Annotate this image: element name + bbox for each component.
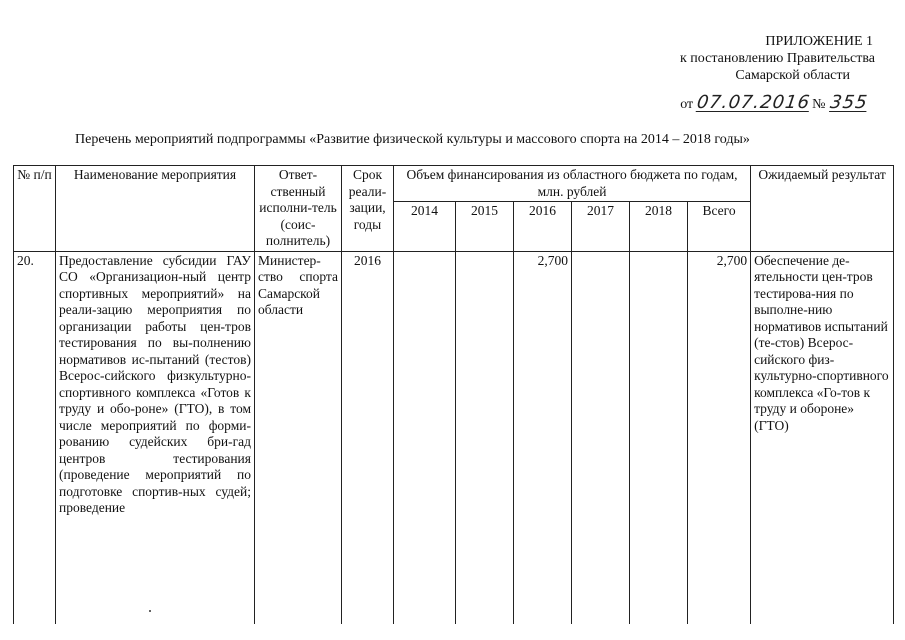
header-year-2016: 2016 bbox=[514, 202, 572, 252]
row-executor: Министер-ство спорта Самарской области bbox=[255, 251, 342, 624]
header-term: Срок реали-зации, годы bbox=[342, 166, 394, 252]
row-result: Обеспечение де-ятельности цен-тров тестирова-ния по выполне-нию нормативов испытаний (те-стов) Всерос-сийского физ-культурно-спортивного комплекса «Го-тов к труду и обороне» (ГТО) bbox=[751, 251, 894, 624]
appendix-title: ПРИЛОЖЕНИЕ 1 bbox=[765, 34, 873, 49]
header-row bbox=[14, 166, 894, 202]
appendix-decree-ref: к постановлению Правительства bbox=[679, 51, 875, 66]
header-year-2017: 2017 bbox=[572, 202, 630, 252]
decree-number-label: № bbox=[812, 97, 826, 112]
row-num: 20. bbox=[14, 251, 56, 624]
header-funding: Объем финансирования из областного бюджета по годам, млн. рублей bbox=[394, 166, 751, 202]
table-row bbox=[14, 251, 894, 624]
header-year-2014: 2014 bbox=[394, 202, 456, 252]
appendix-header bbox=[680, 33, 875, 84]
document-title: Перечень мероприятий подпрограммы «Развитие физической культуры и массового спорта на 2014 – 2018 годы» bbox=[75, 132, 750, 147]
measures-table bbox=[13, 165, 894, 624]
row-y2014 bbox=[394, 251, 456, 624]
decree-line bbox=[680, 92, 869, 113]
row-total: 2,700 bbox=[688, 251, 751, 624]
row-name: Предоставление субсидии ГАУ СО «Организацион-ный центр спортивных мероприятий» на реали-зацию мероприятия по организации работы цен-тров тестирования по вы-полнению нормативов ис-пытаний (тестов) Всерос-сийского физкультурно-спортивного комплекса «Готов к труду и обо-роне» (ГТО), в том числе мероприятий по форми-рованию судейских бри-гад центров тестирования (проведение мероприятий по подготовке спортив-ных судей; проведение bbox=[56, 251, 255, 624]
header-num: № п/п bbox=[14, 166, 56, 252]
scan-speck bbox=[149, 610, 151, 612]
header-name: Наименование мероприятия bbox=[56, 166, 255, 252]
header-year-2015: 2015 bbox=[456, 202, 514, 252]
row-y2016: 2,700 bbox=[514, 251, 572, 624]
decree-date: 07.07.2016 bbox=[695, 92, 812, 113]
header-year-2018: 2018 bbox=[630, 202, 688, 252]
decree-number: 355 bbox=[828, 92, 870, 113]
row-term: 2016 bbox=[342, 251, 394, 624]
row-y2017 bbox=[572, 251, 630, 624]
row-y2018 bbox=[630, 251, 688, 624]
header-total: Всего bbox=[688, 202, 751, 252]
header-executor: Ответ-ственный исполни-тель (соис-полнитель) bbox=[255, 166, 342, 252]
decree-from-label: от bbox=[680, 97, 694, 112]
header-result: Ожидаемый результат bbox=[751, 166, 894, 252]
appendix-region: Самарской области bbox=[735, 68, 850, 83]
row-y2015 bbox=[456, 251, 514, 624]
